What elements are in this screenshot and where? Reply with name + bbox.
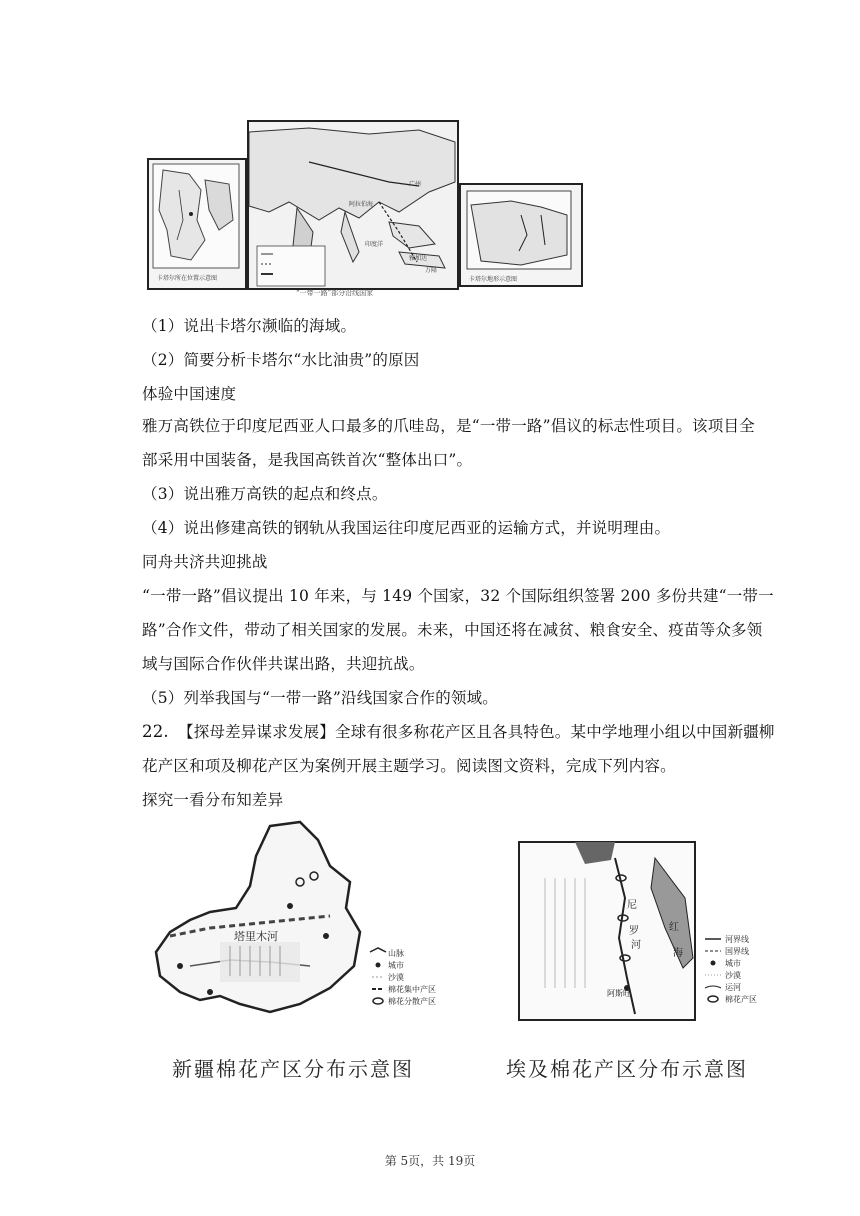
belt-road-map [247, 120, 459, 290]
label-indian-ocean: 印度洋 [365, 241, 384, 248]
question-3: （3）说出雅万高铁的起点和终点。 [142, 485, 388, 503]
paragraph-belt-road-3: 域与国际合作伙伴共谋出路，共迎抗战。 [142, 655, 425, 673]
xinjiang-cotton-map-graphic [150, 816, 480, 1031]
question-5: （5）列举我国与“一带一路”沿线国家合作的领域。 [142, 689, 499, 707]
xinjiang-map-caption: 新疆棉花产区分布示意图 [172, 1057, 414, 1081]
question-22-number: 22. [142, 722, 169, 741]
paragraph-belt-road-2: 路”合作文件，带动了相关国家的发展。未来，中国还将在减贫、粮食安全、疫苗等众多领 [142, 621, 763, 639]
qatar-location-map [147, 158, 247, 290]
xinjiang-legend-desert: 沙漠 [388, 973, 404, 982]
egypt-legend-national-boundary: 国界线 [725, 947, 749, 956]
paragraph-jakarta-bandung-2: 部采用中国装备，是我国高铁首次“整体出口”。 [142, 451, 473, 469]
label-tarim-river: 塔里木河 [234, 930, 278, 943]
label-guangzhou: 广州 [409, 181, 422, 188]
egypt-label-sea: 海 [673, 948, 683, 959]
left-map-caption: 卡塔尔所在位置示意图 [157, 275, 218, 282]
xinjiang-legend-cotton-concentrated: 棉花集中产区 [388, 985, 436, 994]
label-jakarta: 雅加达 [409, 255, 428, 262]
egypt-cotton-map [515, 838, 775, 1028]
right-map-caption: 卡塔尔地形示意图 [469, 276, 518, 283]
egypt-label-aswan: 阿斯旺 [607, 989, 631, 998]
page-footer: 第 5页，共 19页 [384, 1154, 476, 1168]
xinjiang-legend-cities: 城市 [388, 961, 404, 970]
section-heading-distribution: 探究一看分布知差异 [142, 791, 284, 809]
section-heading-china-speed: 体验中国速度 [142, 385, 237, 403]
egypt-legend-cotton: 棉花产区 [725, 995, 757, 1004]
section-heading-cooperation: 同舟共济共迎挑战 [142, 553, 268, 571]
egypt-legend-desert: 沙漠 [725, 971, 741, 980]
egypt-label-red: 红 [669, 922, 679, 933]
egypt-legend-cities: 城市 [725, 959, 741, 968]
label-arabian-sea: 阿拉伯海 [349, 201, 374, 208]
center-map-caption: “一带一路”部分沿线国家 [296, 289, 374, 297]
belt-road-map-graphic [249, 122, 457, 288]
question-4: （4）说出修建高铁的钢轨从我国运往印度尼西亚的运输方式，并说明理由。 [142, 519, 671, 537]
qatar-terrain-map-graphic [461, 185, 581, 285]
qatar-location-map-graphic [149, 160, 245, 288]
egypt-label-he: 河 [631, 940, 641, 951]
paragraph-belt-road-1: “一带一路”倡议提出 10 年来，与 149 个国家，32 个国际组织签署 200 多份共建“一带一 [142, 587, 774, 605]
egypt-map-caption: 埃及棉花产区分布示意图 [506, 1057, 748, 1081]
egypt-label-ni: 尼 [627, 900, 637, 911]
label-bandung: 万隆 [425, 267, 438, 274]
qatar-terrain-map [459, 183, 583, 287]
egypt-label-luo: 罗 [629, 926, 639, 937]
question-2: （2）简要分析卡塔尔“水比油贵”的原因 [142, 351, 420, 369]
xinjiang-legend-mountains: 山脉 [388, 949, 404, 958]
egypt-legend-canal: 运河 [725, 983, 741, 992]
egypt-legend-river-boundary: 河界线 [725, 935, 749, 944]
question-22-stem-1: 【探母差异谋求发展】全球有很多称花产区且各具特色。某中学地理小组以中国新疆柳 [178, 723, 775, 741]
xinjiang-cotton-map [150, 816, 480, 1031]
question-22-stem-2: 花产区和项及柳花产区为案例开展主题学习。阅读图文资料，完成下列内容。 [142, 757, 676, 775]
question-1: （1）说出卡塔尔濒临的海域。 [142, 317, 357, 335]
xinjiang-legend-cotton-scattered: 棉花分散产区 [388, 997, 436, 1006]
paragraph-jakarta-bandung-1: 雅万高铁位于印度尼西亚人口最多的爪哇岛，是“一带一路”倡议的标志性项目。该项目全 [142, 417, 755, 435]
egypt-cotton-map-graphic [515, 838, 775, 1028]
